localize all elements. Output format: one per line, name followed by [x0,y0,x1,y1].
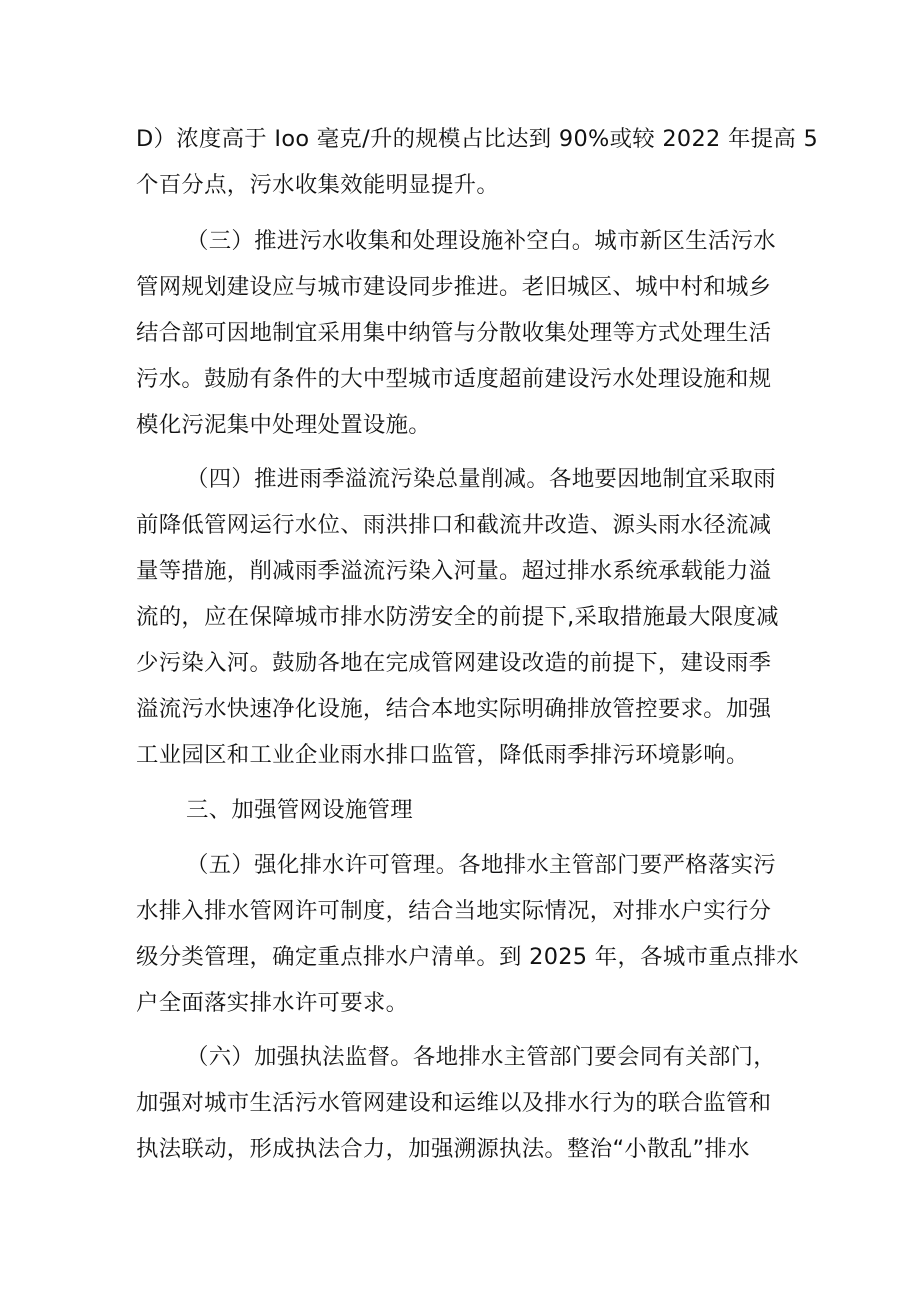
paragraph-line: 少污染入河。鼓励各地在完成管网建设改造的前提下，建设雨季 [136,650,772,676]
paragraph-line: D）浓度高于 Ioo 毫克/升的规模占比达到 90%或较 2022 年提高 5 [136,126,818,152]
paragraph-line: 水排入排水管网许可制度，结合当地实际情况，对排水户实行分 [136,898,772,924]
section-3-heading-line: （三）推进污水收集和处理设施补空白。城市新区生活污水 [186,228,776,254]
paragraph-line: 量等措施，削减雨季溢流污染入河量。超过排水系统承载能力溢 [136,558,772,584]
section-4-heading-line: （四）推进雨季溢流污染总量削减。各地要因地制宜采取雨 [186,466,776,492]
paragraph-line: 个百分点，污水收集效能明显提升。 [136,172,500,198]
paragraph-line: 管网规划建设应与城市建设同步推进。老旧城区、城中村和城乡 [136,274,772,300]
paragraph-line: 级分类管理，确定重点排水户清单。到 2025 年，各城市重点排水 [136,944,799,970]
section-6-heading-line: （六）加强执法监督。各地排水主管部门要会同有关部门， [186,1044,776,1070]
section-heading: 三、加强管网设施管理 [186,797,413,823]
section-5-heading-line: （五）强化排水许可管理。各地排水主管部门要严格落实污 [186,852,776,878]
paragraph-line: 溢流污水快速净化设施，结合本地实际明确排放管控要求。加强 [136,696,772,722]
paragraph-line: 结合部可因地制宜采用集中纳管与分散收集处理等方式处理生活 [136,320,772,346]
paragraph-line: 流的，应在保障城市排水防涝安全的前提下,采取措施最大限度减 [136,604,779,630]
paragraph-line: 执法联动，形成执法合力，加强溯源执法。整治“小散乱”排水 [136,1136,750,1162]
paragraph-line: 前降低管网运行水位、雨洪排口和截流井改造、源头雨水径流减 [136,512,772,538]
paragraph-line: 模化污泥集中处理处置设施。 [136,412,431,438]
paragraph-line: 污水。鼓励有条件的大中型城市适度超前建设污水处理设施和规 [136,366,772,392]
paragraph-line: 加强对城市生活污水管网建设和运维以及排水行为的联合监管和 [136,1090,772,1116]
paragraph-line: 户全面落实排水许可要求。 [136,990,409,1016]
paragraph-line: 工业园区和工业企业雨水排口监管，降低雨季排污环境影响。 [136,742,749,768]
